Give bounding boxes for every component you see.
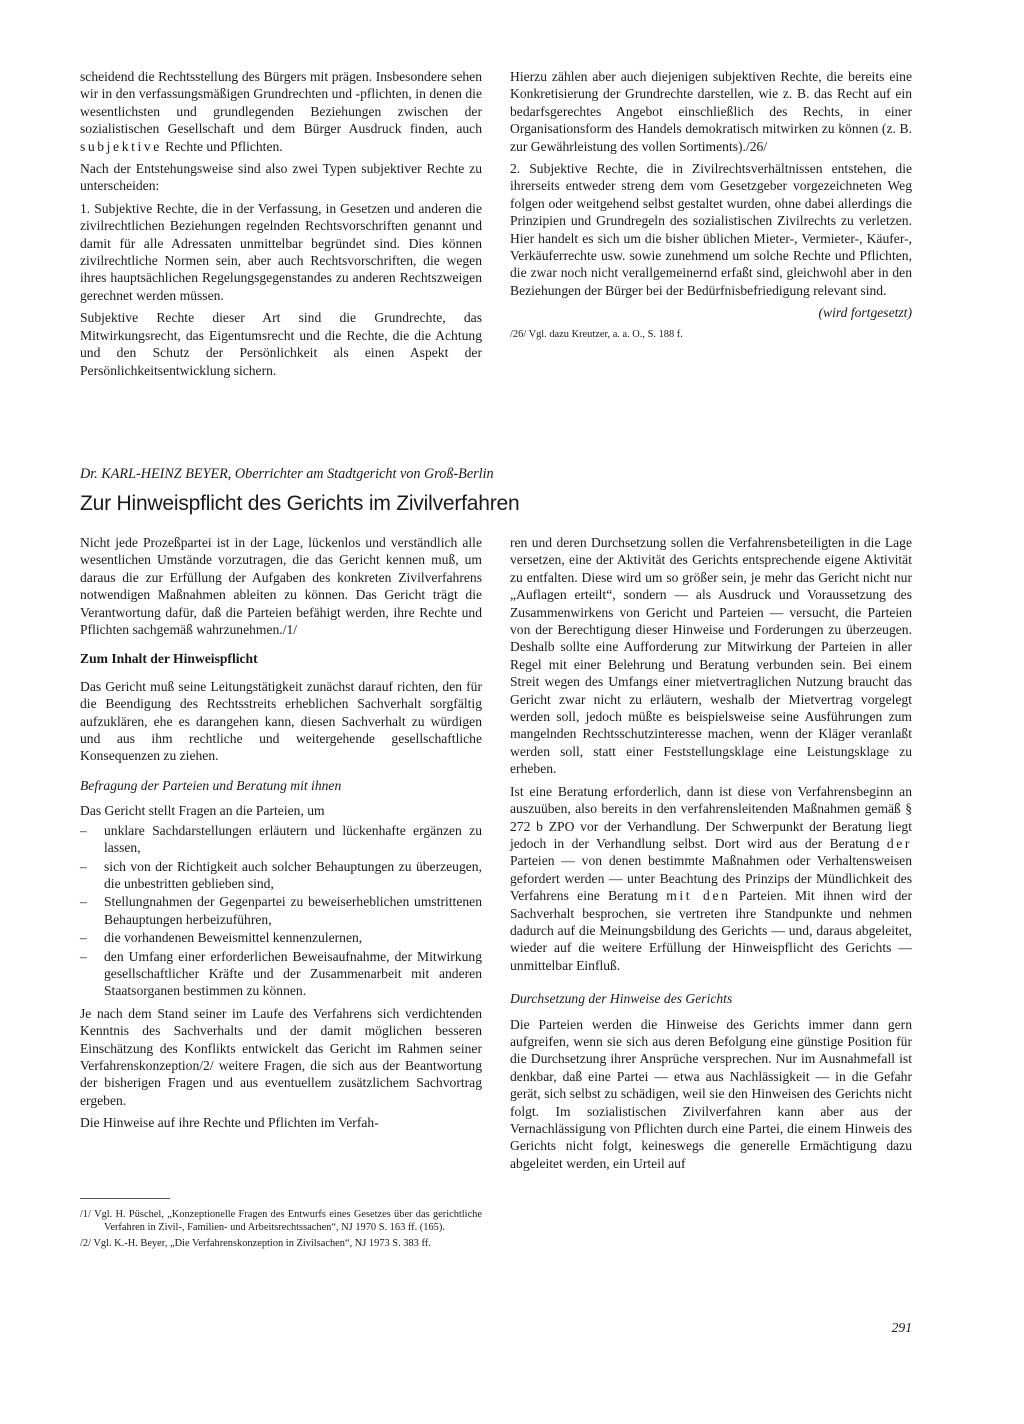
paragraph: Hierzu zählen aber auch diejenigen subjektiven Rechte, die bereits eine Konkretisierung der Grundrechte darstellen, wie z. B. das Recht auf ein bedarfsgerechtes Angebot einschließlich des Rechts, in einer Organisationsform des Handels demokratisch mitwirken zu können (z. B. zur Gewährleistung des vollen Sortiments)./26/ — [510, 69, 912, 154]
bottom-left-column — [80, 534, 482, 1137]
footnote-26: /26/ Vgl. dazu Kreutzer, a. a. O., S. 188 f. — [510, 328, 683, 340]
footnote-2: /2/ Vgl. K.-H. Beyer, „Die Verfahrenskonzeption in Zivilsachen“, NJ 1973 S. 383 ff. — [80, 1238, 431, 1249]
footnotes — [80, 1208, 482, 1253]
paragraph: Je nach dem Stand seiner im Laufe des Verfahrens sich verdichtenden Kenntnis des Sachverhalts und der damit möglichen besseren Einschätzung des Konflikts entwickelt das Gericht im Rahmen seiner Verfahrenskonzeption/2/ weitere Fragen, die sich aus der Beantwortung der bisherigen Fragen und aus eventuellem zusätzlichem Sachvortrag ergeben. — [80, 1005, 482, 1108]
footnote-rule — [80, 1198, 170, 1199]
paragraph: 1. Subjektive Rechte, die in der Verfassung, in Gesetzen und anderen die zivilrechtlichen Beziehungen regelnden Rechtsvorschriften genannt und damit für alle Adressaten unmittelbar begründet sind. Dies können zivilrechtliche Normen sein, aber auch Rechtsvorschriften, die wegen ihres hauptsächlichen Regelungsgegenstandes zu anderen Rechtszweigen gerechnet werden müssen. — [80, 200, 482, 303]
list-item: – Stellungnahmen der Gegenpartei zu beweiserheblichen umstrittenen Behauptungen herbeizuführen, — [80, 893, 482, 928]
spaced-emphasis: subjektive — [80, 138, 162, 154]
paragraph: Subjektive Rechte dieser Art sind die Grundrechte, das Mitwirkungsrecht, das Eigentumsrecht und die Rechte, die die Achtung und den Schutz der Persönlichkeit als einen Aspekt der Persönlichkeitsentwicklung sichern. — [80, 310, 482, 378]
subsection-heading: Befragung der Parteien und Beratung mit ihnen — [80, 777, 342, 793]
article-title: Zur Hinweispflicht des Gerichts im Zivilverfahren — [80, 492, 520, 515]
top-right-column — [510, 68, 912, 346]
continued-note: (wird fortgesetzt) — [818, 305, 912, 321]
subsection-heading: Durchsetzung der Hinweise des Gerichts — [510, 991, 733, 1007]
dash-list — [80, 822, 482, 1000]
list-intro: Das Gericht stellt Fragen an die Parteien, um — [80, 803, 325, 819]
paragraph: 2. Subjektive Rechte, die in Zivilrechtsverhältnissen entstehen, die ihrerseits entweder streng dem vom Gesetzgeber vorgezeichneten Weg folgen oder weitgehend selbst gestaltet wurden, ohne dabei allerdings die Prinzipien und Grundregeln des sozialistischen Zivilrechts zu verletzen. Hier handelt es sich um die bisher üblichen Mieter-, Vermieter-, Käufer-, Verkäuferrechte usw. sowie zunehmend um solche Rechte und Pflichten, die zwar noch nicht verallgemeinernd erfaßt sind, gleichwohl aber in den Beziehungen der Bürger bei der Bedürfnisbefriedigung relevant sind. — [510, 161, 912, 298]
footnote-1: /1/ Vgl. H. Püschel, „Konzeptionelle Fragen des Entwurfs eines Gesetzes über das gerichtliche Verfahren in Zivil-, Familien- und Arbeitsrechtssachen“, NJ 1970 S. 163 ff. (165). — [80, 1209, 482, 1233]
author-byline: Dr. KARL-HEINZ BEYER, Oberrichter am Stadtgericht von Groß-Berlin — [80, 466, 494, 482]
paragraph: ren und deren Durchsetzung sollen die Verfahrensbeteiligten in die Lage versetzen, eine der Aktivität des Gerichts entsprechende eigene Aktivität zu entfalten. Diese wird um so größer sein, je mehr das Gericht nicht nur „Auflagen erteilt“, sondern — als Ausdruck und Voraussetzung des Zusammenwirkens von Gericht und Parteien — versucht, die Parteien von der Berechtigung dieser Hinweise und Forderungen zu überzeugen. Deshalb sollte eine Aufforderung zur Mitwirkung der Parteien in aller Regel mit einer Belehrung und Beratung verbunden sein. Bei einem Streit wegen des Umfangs einer mietvertraglichen Nutzung braucht das Gericht zwar nicht zu erläutern, weshalb der Mietvertrag vorgelegt werden soll, jedoch müßte es beispielsweise seine Ausführungen zum mangelnden Rechtsschutzinteresse machen, wenn der Kläger veranlaßt werden soll, statt einer Feststellungsklage eine Leistungsklage zu erheben. — [510, 535, 912, 777]
list-item: – die vorhandenen Beweismittel kennenzulernen, — [80, 929, 482, 946]
paragraph: Nach der Entstehungsweise sind also zwei Typen subjektiver Rechte zu unterscheiden: — [80, 161, 482, 194]
list-item: – sich von der Richtigkeit auch solcher Behauptungen zu überzeugen, die unbestritten geblieben sind, — [80, 858, 482, 893]
bottom-right-column — [510, 534, 912, 1177]
spaced-emphasis: mit den — [666, 888, 731, 904]
paragraph: Ist eine Beratung erforderlich, dann ist diese von Verfahrensbeginn an auszuüben, also bereits in den verfahrensleitenden Maßnahmen gemäß § 272 b ZPO vor der Verhandlung. Der Schwerpunkt der Beratung liegt jedoch in der Verhandlung selbst. Dort wird aus der Beratung der Parteien — von denen bestimmte Maßnahmen oder Verhaltensweisen gefordert werden — unter Beachtung des Prinzips der Mündlichkeit des Verfahrens eine Beratung mit den Parteien. Mit ihnen wird der Sachverhalt besprochen, sie vertreten ihre Standpunkte und nehmen dadurch auf die Meinungsbildung des Gerichts — und, daraus abgeleitet, wieder auf die weitere Erfüllung der Hinweispflicht des Gerichts — unmittelbar Einfluß. — [510, 783, 912, 973]
paragraph: Die Parteien werden die Hinweise des Gerichts immer dann gern aufgreifen, wenn sie sich aus deren Befolgung eine günstige Position für die Durchsetzung ihrer Ansprüche versprechen. Nur im Ausnahmefall ist denkbar, daß eine Partei — etwa aus Nachlässigkeit — in die Gefahr gerät, sich selbst zu schädigen, weil sie den Hinweisen des Gerichts nicht folgt. Im sozialistischen Zivilverfahren kann aber aus der Vernachlässigung von Pflichten durch eine Partei, die einem Hinweis des Gerichts nicht folgt, keineswegs die generelle Ermächtigung dazu abgeleitet werden, ein Urteil auf — [510, 1016, 912, 1171]
page-number: 291 — [891, 1320, 912, 1335]
intro-paragraph: Nicht jede Prozeßpartei ist in der Lage, lückenlos und verständlich alle wesentlichen Umstände vorzutragen, die das Gericht kennen muß, um daraus die zur Erfüllung der Aufgaben des konkreten Zivilverfahrens notwendigen Maßnahmen ableiten zu können. Das Gericht trägt die Verantwortung dafür, daß die Parteien befähigt werden, ihre Rechte und Pflichten sachgemäß wahrzunehmen./1/ — [80, 535, 482, 638]
paragraph: scheidend die Rechtsstellung des Bürgers mit prägen. Insbesondere sehen wir in den verfassungsmäßigen Grundrechten und -pflichten, in denen die wesentlichsten und grundlegenden Beziehungen zwischen der sozialistischen Gesellschaft und dem Bürger Ausdruck finden, auch subjektive Rechte und Pflichten. — [80, 69, 482, 154]
list-item: – unklare Sachdarstellungen erläutern und lückenhafte ergänzen zu lassen, — [80, 822, 482, 857]
spaced-emphasis: der — [886, 835, 912, 851]
top-left-column — [80, 68, 482, 384]
list-item: – den Umfang einer erforderlichen Beweisaufnahme, der Mitwirkung gesellschaftlicher Kräfte und der Zusammenarbeit mit anderen Staatsorganen bestimmen zu können. — [80, 948, 482, 1000]
section-heading: Zum Inhalt der Hinweispflicht — [80, 651, 258, 667]
paragraph: Das Gericht muß seine Leitungstätigkeit zunächst darauf richten, den für die Beendigung des Rechtsstreits erheblichen Sachverhalt sorgfältig aufzuklären, ehe es darangehen kann, diesen Sachverhalt zu würdigen und aus ihm rechtliche und weitergehende gesellschaftliche Konsequenzen zu ziehen. — [80, 678, 482, 764]
paragraph: Die Hinweise auf ihre Rechte und Pflichten im Verfah- — [80, 1115, 379, 1131]
